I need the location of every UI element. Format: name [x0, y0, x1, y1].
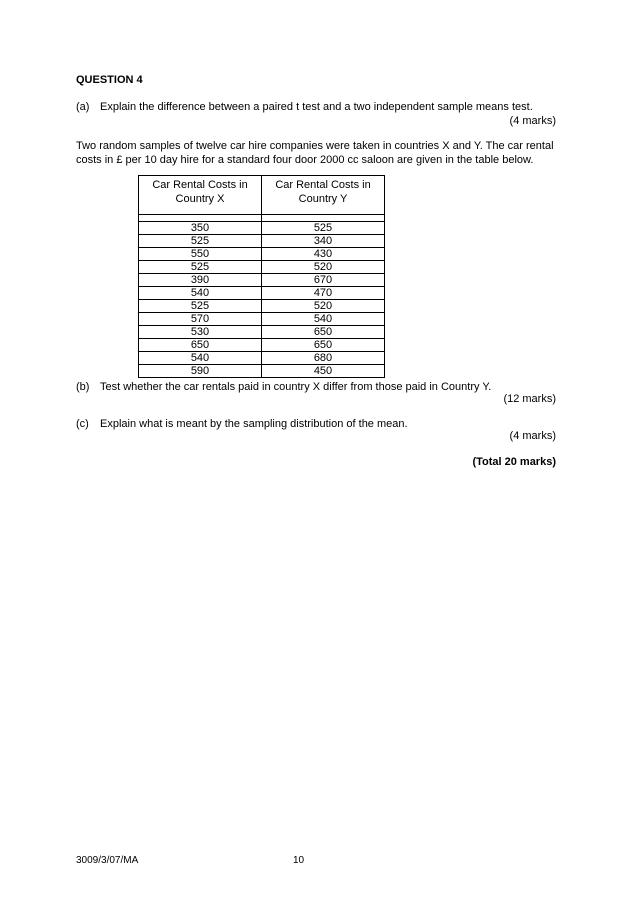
cell-country-y: 680 [262, 352, 385, 365]
header-country-x: Car Rental Costs in Country X [139, 176, 262, 215]
part-a-label: (a) [76, 101, 90, 113]
cell-country-x: 390 [139, 274, 262, 287]
part-a-text: Explain the difference between a paired t test and a two independent sample means test. [100, 101, 533, 113]
table-row [139, 313, 385, 326]
cell-country-y: 430 [262, 248, 385, 261]
part-c-label: (c) [76, 418, 89, 430]
table-row [139, 222, 385, 235]
table-row [139, 287, 385, 300]
cell-country-y: 650 [262, 326, 385, 339]
intro-text: Two random samples of twelve car hire companies were taken in countries X and Y. The car rental costs in £ per 10 day hire for a standard four door 2000 cc saloon are given in the table below. [76, 140, 554, 166]
table-row [139, 352, 385, 365]
cell-country-y: 525 [262, 222, 385, 235]
cell-country-x: 550 [139, 248, 262, 261]
cell-country-x: 530 [139, 326, 262, 339]
cell-country-y: 520 [262, 300, 385, 313]
part-c-text: Explain what is meant by the sampling distribution of the mean. [100, 418, 408, 430]
page-number: 10 [293, 855, 305, 866]
part-b-marks: (12 marks) [503, 393, 556, 405]
cell-country-x: 570 [139, 313, 262, 326]
table-row [139, 261, 385, 274]
cell-country-x: 525 [139, 261, 262, 274]
table-row [139, 365, 385, 378]
table-row [139, 339, 385, 352]
header-country-y: Car Rental Costs in Country Y [262, 176, 385, 215]
spacer-cell [262, 215, 385, 222]
total-marks: (Total 20 marks) [472, 456, 556, 468]
spacer-cell [139, 215, 262, 222]
rental-costs-table [138, 175, 385, 378]
part-b-label: (b) [76, 381, 90, 393]
cell-country-x: 590 [139, 365, 262, 378]
part-a-marks: (4 marks) [509, 115, 556, 127]
table-row [139, 248, 385, 261]
cell-country-y: 450 [262, 365, 385, 378]
part-b [76, 380, 556, 394]
table-row [139, 235, 385, 248]
part-a [76, 100, 556, 114]
table-row [139, 326, 385, 339]
question-title: QUESTION 4 [76, 74, 143, 86]
part-c [76, 417, 556, 431]
cell-country-x: 540 [139, 287, 262, 300]
part-b-text: Test whether the car rentals paid in country X differ from those paid in Country Y. [100, 381, 492, 393]
table-row [139, 274, 385, 287]
cell-country-y: 670 [262, 274, 385, 287]
cell-country-y: 340 [262, 235, 385, 248]
cell-country-y: 540 [262, 313, 385, 326]
footer-reference: 3009/3/07/MA [76, 855, 139, 866]
cell-country-x: 350 [139, 222, 262, 235]
cell-country-x: 540 [139, 352, 262, 365]
cell-country-x: 650 [139, 339, 262, 352]
cell-country-y: 650 [262, 339, 385, 352]
cell-country-y: 520 [262, 261, 385, 274]
cell-country-y: 470 [262, 287, 385, 300]
part-c-marks: (4 marks) [509, 430, 556, 442]
table-row [139, 300, 385, 313]
cell-country-x: 525 [139, 300, 262, 313]
cell-country-x: 525 [139, 235, 262, 248]
